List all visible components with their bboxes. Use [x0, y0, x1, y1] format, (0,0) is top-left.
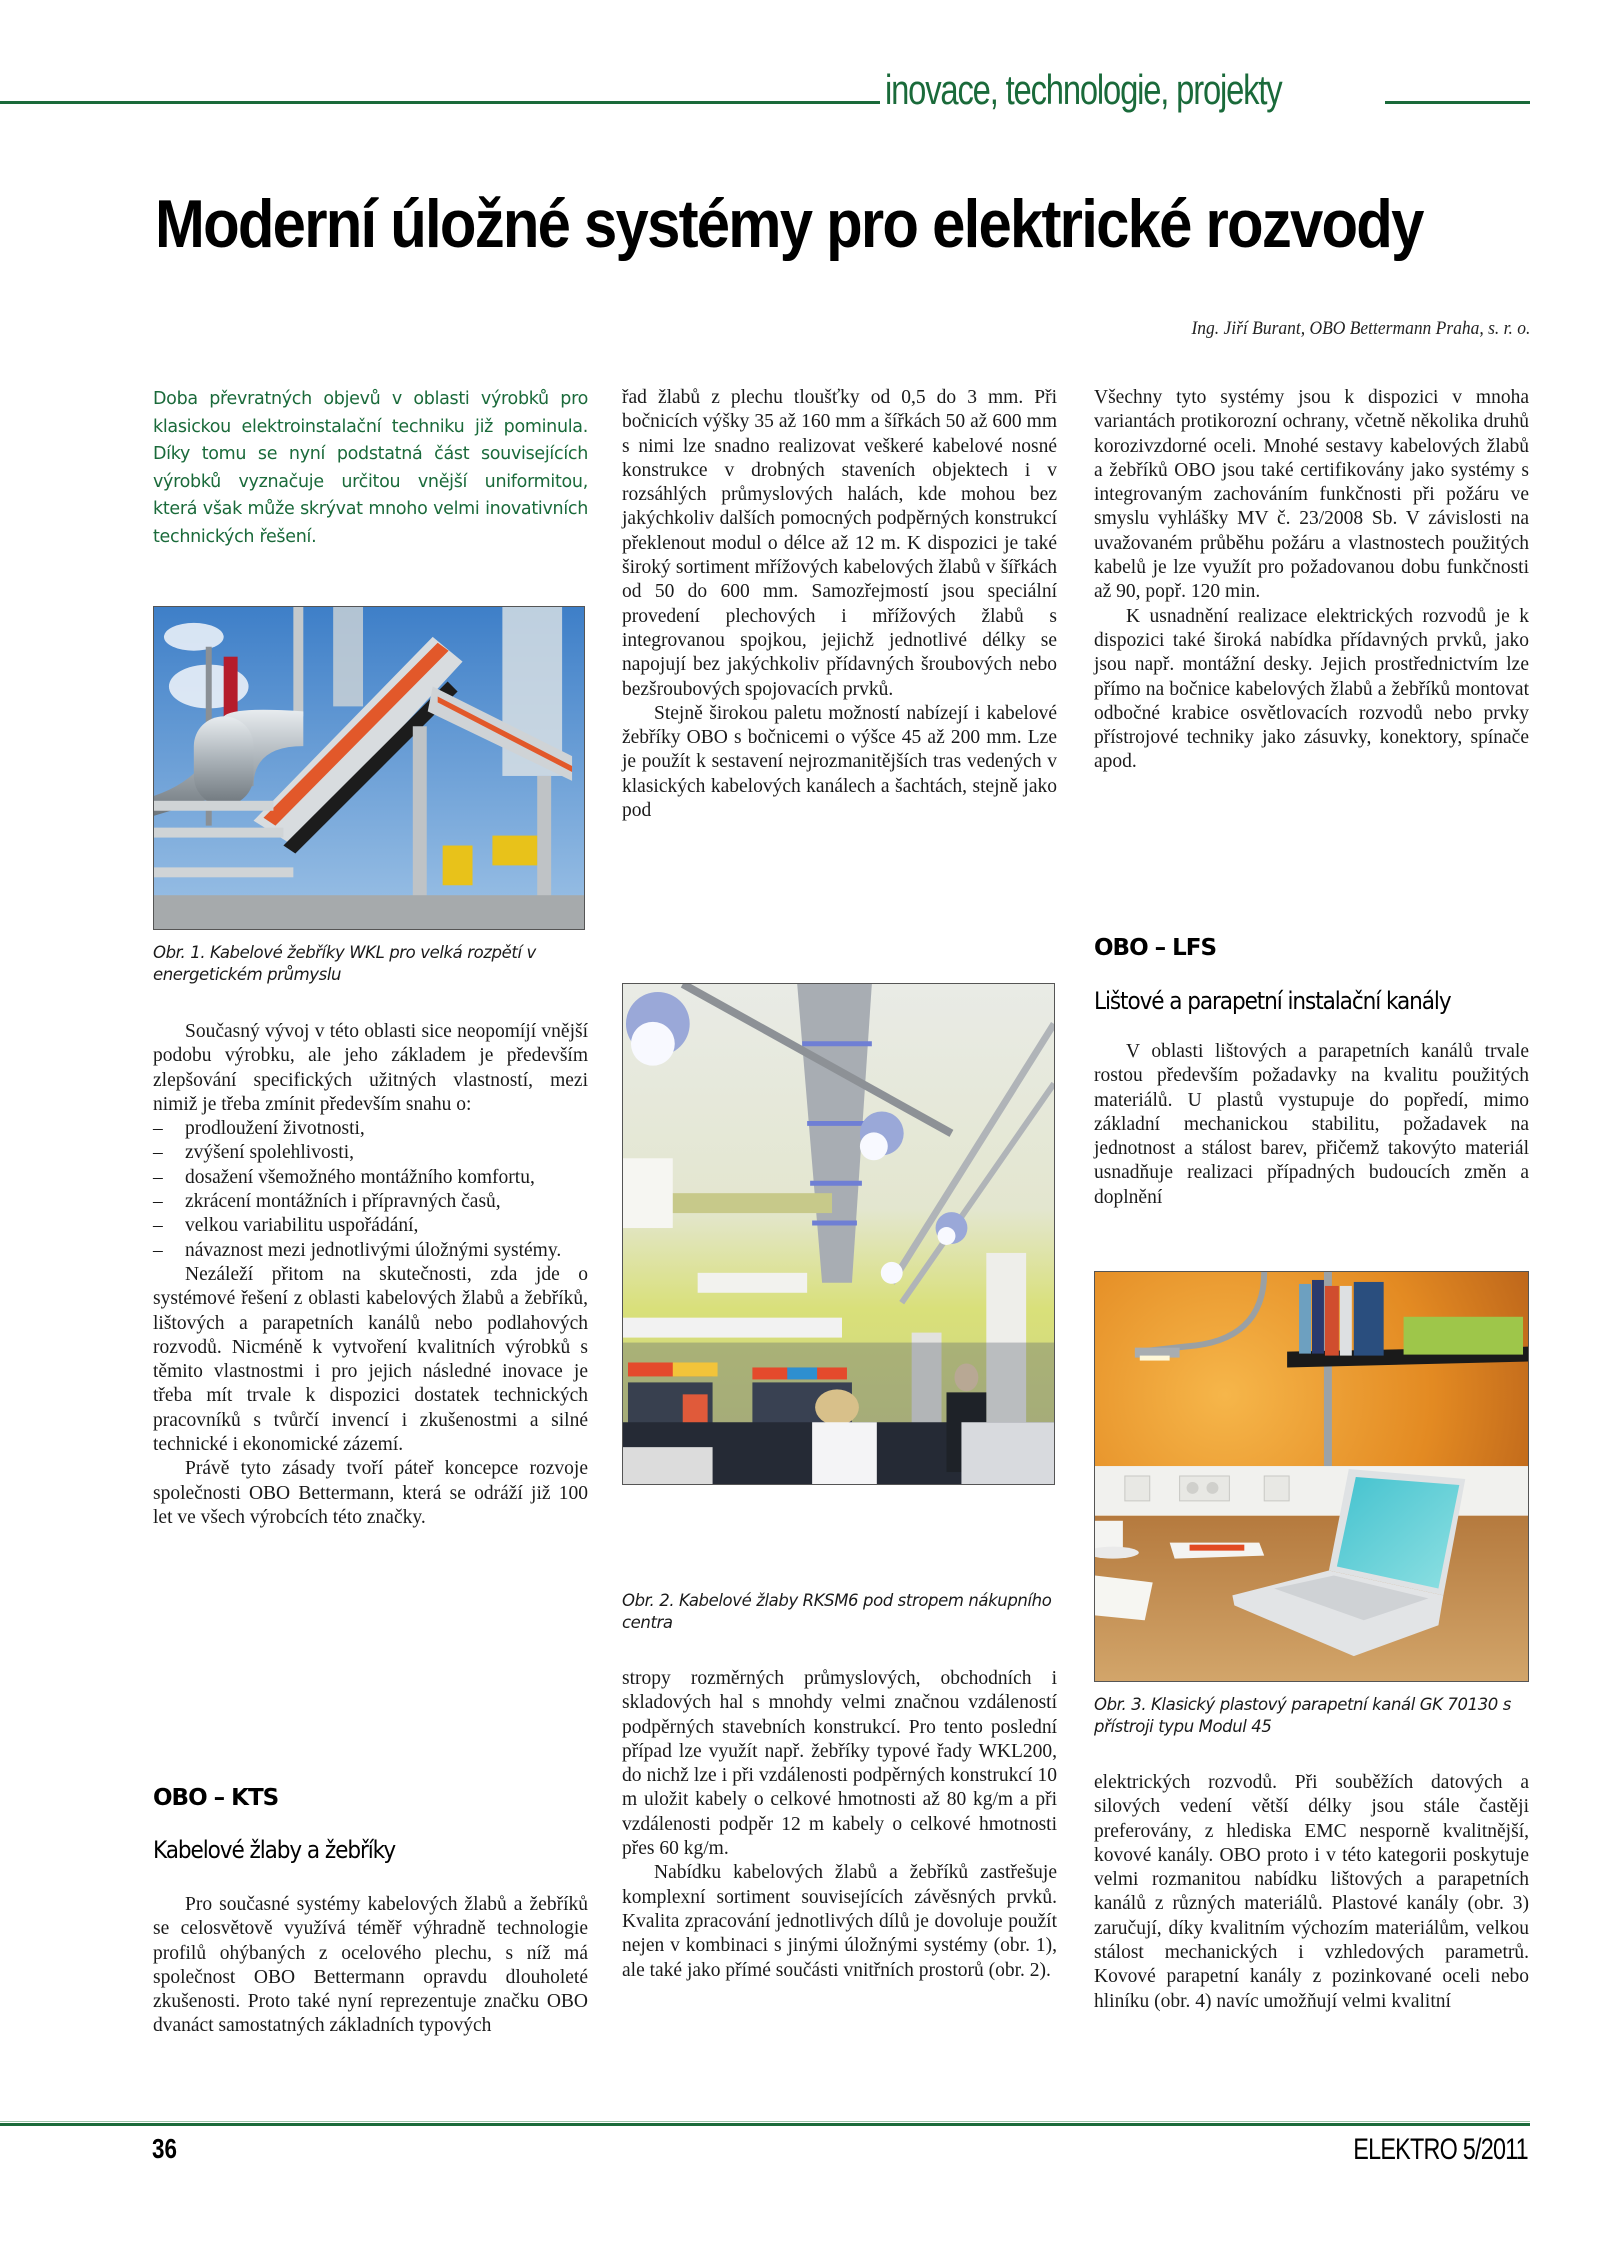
benefits-list: [153, 1117, 588, 1263]
figure-3-photo: [1094, 1271, 1529, 1682]
shopping-centre-photo-image: [623, 984, 1054, 1484]
paragraph: Stejně širokou paletu možností nabízejí i kabelové žebříky OBO s bočnicemi o výšce 45 až 200 mm. Lze je použít k sestavení nejrozmanitějších tras vedených v klasických kabelových kanálech a šachtách, stejně jako pod: [622, 702, 1057, 822]
section-heading-kts: OBO – KTS: [153, 1785, 279, 1811]
paragraph: K usnadnění realizace elektrických rozvodů je k dispozici také široká nabídka přídavných prvků, jako jsou např. montážní desky. Jejich prostřednictvím lze přímo na bočnice kabelových žlabů a žebříků montovat odbočné krabice osvětlovacích rozvodů nebo prvky přístrojové techniky jako zásuvky, konektory, spínače apod.: [1094, 605, 1529, 773]
column-1-body: [153, 1020, 588, 1530]
paragraph: stropy rozměrných průmyslových, obchodních i skladových hal s mnohdy velmi značnou vzdáleností podpěrných stavebních konstrukcí. Pro tento poslední případ lze využít např. žebříky typové řady WKL200, do nichž lze i při vzdálenosti podpěrných konstrukcí 10 m uložit kabely o celkové hmotnosti až 80 kg/m a při vzdálenosti podpěr 12 m kabely o celkové hmotnosti přes 60 kg/m.: [622, 1668, 1057, 1860]
footer-rule: [0, 2123, 1530, 2126]
list-item: – dosažení všemožného montážního komfortu,: [153, 1166, 588, 1190]
figure-3-caption: Obr. 3. Klasický plastový parapetní kanál GK 70130 s přístroji typu Modul 45: [1094, 1695, 1511, 1736]
footer-rule-highlight: [0, 2121, 1530, 2122]
paragraph: řad žlabů z plechu tloušťky od 0,5 do 3 mm. Při bočnicích výšky 35 až 160 mm a šířkách 50 až 600 mm s nimi lze snadno realizovat veškeré kabelové nosné konstrukce v drobných staveních objektech i v rozsáhlých průmyslových halách, kde mohou bez jakýchkoliv dalších pomocných podpěrných konstrukcí překlenout modul o délce až 12 m. K dispozici je také široký sortiment mřížových kabelových žlabů v šířkách od 50 do 600 mm. Samozřejmostí jsou speciální provedení plechových i mřížových žlabů s integrovanou spojkou, jejichž jednotlivé délky se napojují bez jakýchkoliv přídavných šroubových nebo bezšroubových spojovacích prvků.: [622, 387, 1057, 700]
header-rule-right: [1385, 101, 1530, 104]
article-title: Moderní úložné systémy pro elektrické rozvody: [155, 186, 1423, 262]
figure-2-caption: Obr. 2. Kabelové žlaby RKSM6 pod stropem nákupního centra: [622, 1591, 1052, 1632]
list-item: – velkou variabilitu uspořádání,: [153, 1214, 588, 1238]
paragraph: elektrických rozvodů. Při souběžích datových a silových vedení větší délky jsou stále častěji preferovány, z hlediska EMC nesporně kvalitnější, kovové kanály. OBO proto i v této kategorii poskytuje velmi rozmanitou nabídku lištových a parapetních kanálů z různých materiálů. Plastové kanály (obr. 3) zaručují, díky kvalitním výchozím materiálům, velkou stálost mechanických i vzhledových parametrů. Kovové parapetní kanály z pozinkované oceli nebo hliníku (obr. 4) navíc umožňují velmi kvalitní: [1094, 1772, 1529, 2012]
column-2-body-continued: [622, 1667, 1057, 1983]
list-item: – prodloužení životnosti,: [153, 1117, 588, 1141]
subheading-cable-trays: Kabelové žlaby a žebříky: [153, 1836, 396, 1864]
figure-2-photo: [622, 983, 1055, 1485]
column-1-lead: [153, 386, 588, 551]
page-number: 36: [152, 2133, 177, 2164]
column-3-body-lfs: [1094, 1040, 1529, 1210]
figure-1-photo: [153, 606, 585, 930]
subheading-trunking: Lištové a parapetní instalační kanály: [1094, 987, 1451, 1015]
column-3-body-continued: [1094, 1771, 1529, 2014]
paragraph: Současný vývoj v této oblasti sice neopomíjí vnější podobu výrobku, ale jeho základem je především zlepšování specifických užitných vlastností, mezi nimiž je třeba zmínit především snahu o:: [153, 1021, 588, 1115]
column-3-body: [1094, 386, 1529, 775]
header-rule-left: [0, 101, 880, 104]
section-tag: inovace, technologie, projekty: [885, 66, 1282, 113]
column-1-body-continued: [153, 1893, 588, 2039]
paragraph: Právě tyto zásady tvoří páteř koncepce rozvoje společnosti OBO Bettermann, která se odráží již 100 let ve všech výrobcích této značky.: [153, 1458, 588, 1528]
issue-label: ELEKTRO 5/2011: [1353, 2133, 1528, 2166]
paragraph: Nezáleží přitom na skutečnosti, zda jde o systémové řešení z oblasti kabelových žlabů a žebříků, lištových a parapetních kanálů nebo podlahových rozvodů. Nicméně k vytvoření kvalitních výrobků s těmito vlastnostmi i pro jejich následné inovace je třeba mít trvale k dispozici dostatek technických pracovníků s tvůrčí invencí i zkušenostmi a silné technické i ekonomické zázemí.: [153, 1263, 588, 1456]
list-item: – zvýšení spolehlivosti,: [153, 1141, 588, 1165]
paragraph: Pro současné systémy kabelových žlabů a žebříků se celosvětově využívá téměř výhradně technologie profilů ohýbaných z ocelového plechu, s níž má společnost OBO Bettermann opravdu dlouholeté zkušenosti. Proto také nyní reprezentuje značku OBO dvanáct samostatných základních typových: [153, 1894, 588, 2037]
section-heading-lfs: OBO – LFS: [1094, 935, 1217, 961]
paragraph: Všechny tyto systémy jsou k dispozici v mnoha variantách protikorozní ochrany, včetně několika druhů korozivzdorné oceli. Mnohé sestavy kabelových žlabů a žebříků OBO jsou také certifikovány jako systémy s integrovaným zachováním funkčnosti při požáru ve smyslu vyhlášky MV č. 23/2008 Sb. V závislosti na uvažovaném průběhu požáru a vlastnostech použitých kabelů je lze využít pro požadovanou dobu funkčnosti až 90, popř. 120 min.: [1094, 387, 1529, 603]
list-item: – návaznost mezi jednotlivými úložnými systémy.: [153, 1239, 588, 1263]
column-2-body: [622, 386, 1057, 823]
list-item: – zkrácení montážních i přípravných časů,: [153, 1190, 588, 1214]
paragraph: Nabídku kabelových žlabů a žebříků zastřešuje komplexní sortiment souvisejících závěsných prvků. Kvalita zpracování jednotlivých dílů je dovoluje použít nejen v kombinaci s jinými úložnými systémy (obr. 1), ale také jako přímé součásti vnitřních prostorů (obr. 2).: [622, 1862, 1057, 1981]
lead-paragraph: Doba převratných objevů v oblasti výrobků pro klasickou elektroinstalační techniku již pominula. Díky tomu se nyní podstatná část souvisejících výrobků vyznačuje určitou vnější uniformitou, která však může skrývat mnoho velmi inovativních technických řešení.: [153, 389, 588, 547]
figure-1-caption: Obr. 1. Kabelové žebříky WKL pro velká rozpětí v energetickém průmyslu: [153, 943, 536, 984]
paragraph: V oblasti lištových a parapetních kanálů trvale rostou především požadavky na kvalitu použitých materiálů. U plastů vystupuje do popředí, mimo základní mechanickou stabilitu, požadavek na jednotnost a stálost barev, přičemž takovýto materiál usnadňuje realizaci případných budoucích změn a doplnění: [1094, 1041, 1529, 1208]
cable-ladders-photo-image: [154, 607, 584, 929]
trunking-desk-photo-image: [1095, 1272, 1528, 1681]
author-byline: Ing. Jiří Burant, OBO Bettermann Praha, s. r. o.: [1191, 318, 1530, 339]
